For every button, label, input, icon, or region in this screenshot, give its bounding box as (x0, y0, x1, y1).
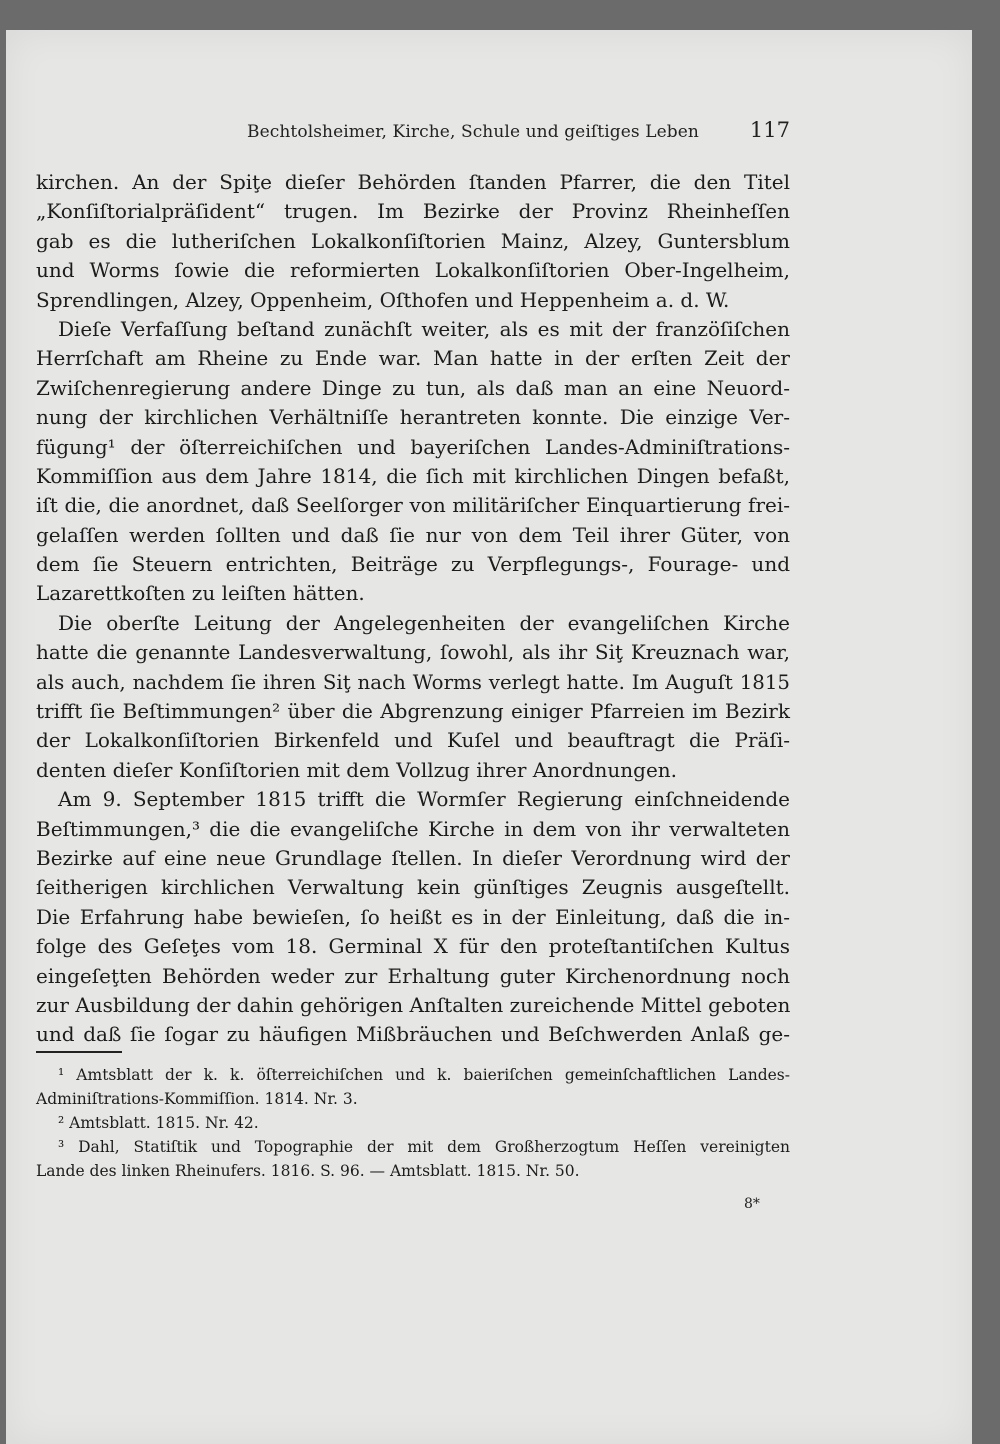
footnote-line: Lande des linken Rheinufers. 1816. S. 96. — Amtsblatt. 1815. Nr. 50. (36, 1162, 580, 1180)
text-line: iſt die, die anordnet, daß Seelſorger von militäriſcher Einquartierung frei- (36, 493, 790, 518)
footnote-line: ¹ Amtsblatt der k. k. öſterreichiſchen und k. baieriſchen gemeinſchaftlichen Landes- (58, 1066, 790, 1084)
footnote-line: Adminiſtrations-Kommiſſion. 1814. Nr. 3. (36, 1090, 358, 1108)
text-line: kirchen. An der Spiţe dieſer Behörden ſtanden Pfarrer, die den Titel (36, 170, 790, 194)
page-header (247, 118, 790, 148)
text-line: und Worms ſowie die reformierten Lokalkonſiſtorien Ober-Ingelheim, (36, 258, 790, 283)
text-line: eingeſeţten Behörden weder zur Erhaltung guter Kirchenordnung noch (36, 963, 790, 988)
signature-mark: 8* (744, 1196, 760, 1212)
body-text (36, 168, 790, 1050)
footnote-line: ³ Dahl, Statiſtik und Topographie der mit dem Großherzogtum Heſſen vereinigten (58, 1138, 790, 1156)
text-line: zur Ausbildung der dahin gehörigen Anſtalten zureichende Mittel geboten (36, 992, 791, 1017)
footnote-line: ² Amtsblatt. 1815. Nr. 42. (58, 1114, 259, 1132)
text-line: gelaſſen werden ſollten und daß ſie nur von dem Teil ihrer Güter, von (36, 522, 790, 547)
running-title: Bechtolsheimer, Kirche, Schule und geiſtiges Leben (247, 122, 699, 142)
text-line: fügung¹ der öſterreichiſchen und bayeriſchen Landes-Adminiſtrations- (36, 434, 790, 459)
page-number: 117 (749, 118, 790, 142)
text-line: der Lokalkonſiſtorien Birkenfeld und Kuſel und beauftragt die Präſi- (36, 728, 790, 753)
text-line: hatte die genannte Landesverwaltung, ſowohl, als ihr Siţ Kreuznach war, (36, 640, 790, 665)
text-line: Die oberſte Leitung der Angelegenheiten der evangeliſchen Kirche (58, 610, 790, 635)
text-line: ſeitherigen kirchlichen Verwaltung kein günſtiges Zeugnis ausgeſtellt. (36, 875, 790, 900)
text-line: Die Erfahrung habe bewieſen, ſo heißt es in der Einleitung, daß die in- (36, 904, 790, 929)
text-line: als auch, nachdem ſie ihren Siţ nach Worms verlegt hatte. Im Auguſt 1815 (36, 670, 790, 694)
text-line: Lazarettkoſten zu leiſten hätten. (36, 581, 365, 606)
text-line: Zwiſchenregierung andere Dinge zu tun, als daß man an eine Neuord- (36, 375, 790, 400)
text-line: Kommiſſion aus dem Jahre 1814, die ſich mit kirchlichen Dingen befaßt, (36, 463, 790, 488)
text-line: Am 9. September 1815 trifft die Wormſer Regierung einſchneidende (58, 787, 790, 812)
text-line: gab es die lutheriſchen Lokalkonſiſtorien Mainz, Alzey, Guntersblum (36, 228, 790, 253)
text-line: trifft ſie Beſtimmungen² über die Abgrenzung einiger Pfarreien im Bezirk (36, 699, 790, 724)
footnote-rule (36, 1051, 122, 1053)
text-line: dem ſie Steuern entrichten, Beiträge zu Verpflegungs-, Fourage- und (36, 552, 790, 577)
text-line: Herrſchaft am Rheine zu Ende war. Man hatte in der erſten Zeit der (36, 346, 790, 371)
text-line: und daß ſie ſogar zu häufigen Mißbräuchen und Beſchwerden Anlaß ge- (36, 1022, 790, 1047)
text-line: Sprendlingen, Alzey, Oppenheim, Oſthofen und Heppenheim a. d. W. (36, 287, 730, 312)
text-line: nung der kirchlichen Verhältniſſe herantreten konnte. Die einzige Ver- (36, 405, 790, 430)
text-line: Beſtimmungen,³ die die evangeliſche Kirche in dem von ihr verwalteten (36, 816, 790, 841)
text-line: Dieſe Verfaſſung beſtand zunächſt weiter, als es mit der franzöſiſchen (58, 316, 790, 341)
text-line: denten dieſer Konſiſtorien mit dem Vollzug ihrer Anordnungen. (36, 757, 678, 782)
text-line: Bezirke auf eine neue Grundlage ſtellen. In dieſer Verordnung wird der (36, 845, 790, 870)
footnotes (36, 1063, 790, 1183)
text-line: folge des Geſeţes vom 18. Germinal X für den proteſtantiſchen Kultus (36, 934, 790, 959)
text-line: „Konſiſtorialpräſident“ trugen. Im Bezirke der Provinz Rheinheſſen (36, 199, 790, 224)
